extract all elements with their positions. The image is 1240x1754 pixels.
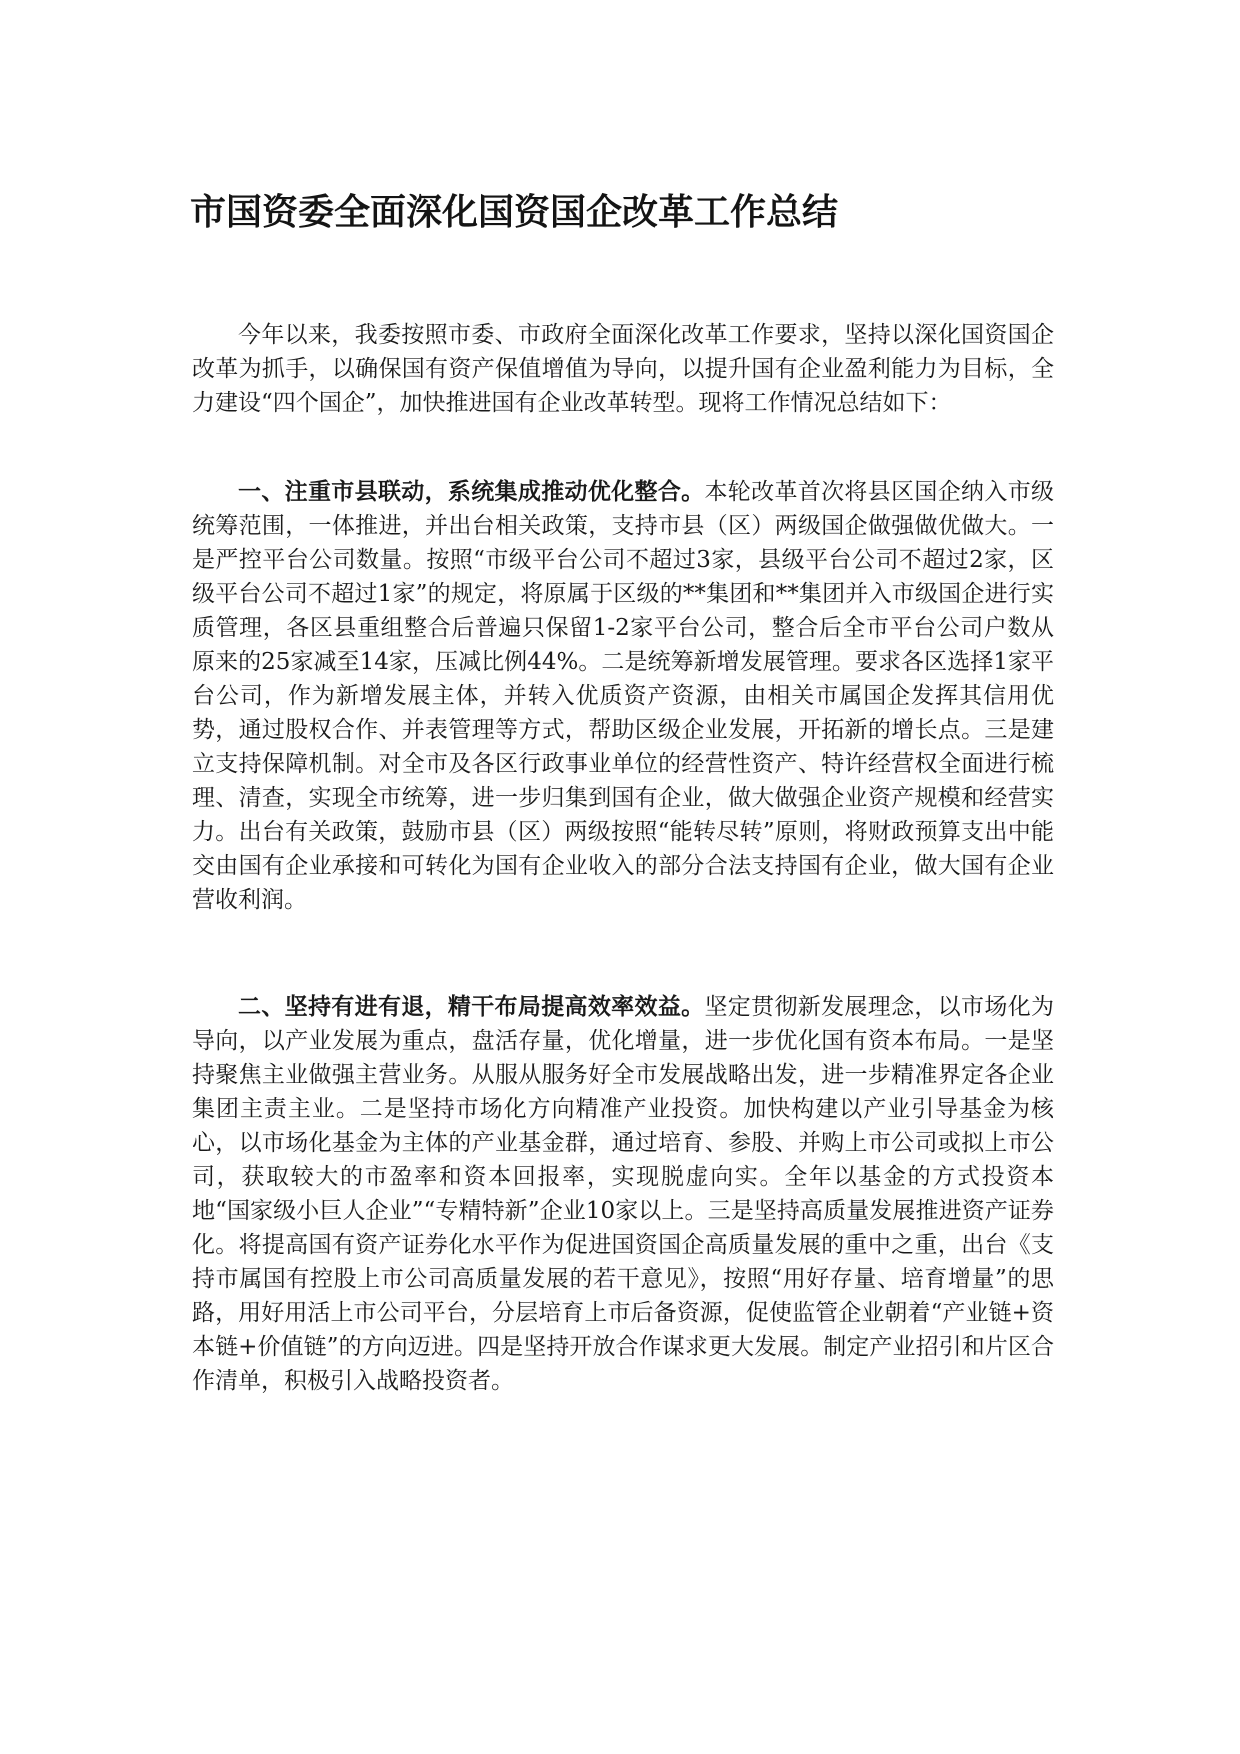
intro-paragraph: 今年以来，我委按照市委、市政府全面深化改革工作要求，坚持以深化国资国企改革为抓手，以确保国有资产保值增值为导向，以提升国有企业盈利能力为目标，全力建设“四个国企”，加快推进国有企业改革转型。现将工作情况总结如下： bbox=[192, 322, 1054, 416]
document-title: 市国资委全面深化国资国企改革工作总结 bbox=[190, 192, 839, 233]
section-1-paragraph bbox=[192, 475, 1054, 917]
section-1 bbox=[192, 475, 1054, 917]
section-1-body: 本轮改革首次将县区国企纳入市级统筹范围，一体推进，并出台相关政策，支持市县（区）两级国企做强做优做大。一是严控平台公司数量。按照“市级平台公司不超过3家，县级平台公司不超过2家，区级平台公司不超过1家”的规定，将原属于区级的**集团和**集团并入市级国企进行实质管理，各区县重组整合后普遍只保留1-2家平台公司，整合后全市平台公司户数从原来的25家减至14家，压减比例44%。二是统筹新增发展管理。要求各区选择1家平台公司，作为新增发展主体，并转入优质资产资源，由相关市属国企发挥其信用优势，通过股权合作、并表管理等方式，帮助区级企业发展，开拓新的增长点。三是建立支持保障机制。对全市及各区行政事业单位的经营性资产、特许经营权全面进行梳理、清查，实现全市统筹，进一步归集到国有企业，做大做强企业资产规模和经营实力。出台有关政策，鼓励市县（区）两级按照“能转尽转”原则，将财政预算支出中能交由国有企业承接和可转化为国有企业收入的部分合法支持国有企业，做大国有企业营收利润。 bbox=[192, 479, 1055, 913]
section-1-heading: 一、注重市县联动，系统集成推动优化整合。 bbox=[238, 479, 705, 505]
section-2-paragraph bbox=[192, 990, 1054, 1398]
section-2-heading: 二、坚持有进有退，精干布局提高效率效益。 bbox=[238, 994, 705, 1020]
section-2 bbox=[192, 990, 1054, 1398]
section-2-body: 坚定贯彻新发展理念，以市场化为导向，以产业发展为重点，盘活存量，优化增量，进一步优化国有资本布局。一是坚持聚焦主业做强主营业务。从服从服务好全市发展战略出发，进一步精准界定各企业集团主责主业。二是坚持市场化方向精准产业投资。加快构建以产业引导基金为核心，以市场化基金为主体的产业基金群，通过培育、参股、并购上市公司或拟上市公司，获取较大的市盈率和资本回报率，实现脱虚向实。全年以基金的方式投资本地“国家级小巨人企业”“专精特新”企业10家以上。三是坚持高质量发展推进资产证券化。将提高国有资产证券化水平作为促进国资国企高质量发展的重中之重，出台《支持市属国有控股上市公司高质量发展的若干意见》，按照“用好存量、培育增量”的思路，用好用活上市公司平台，分层培育上市后备资源，促使监管企业朝着“产业链+资本链+价值链”的方向迈进。四是坚持开放合作谋求更大发展。制定产业招引和片区合作清单，积极引入战略投资者。 bbox=[192, 994, 1055, 1394]
intro-block bbox=[192, 318, 1054, 420]
